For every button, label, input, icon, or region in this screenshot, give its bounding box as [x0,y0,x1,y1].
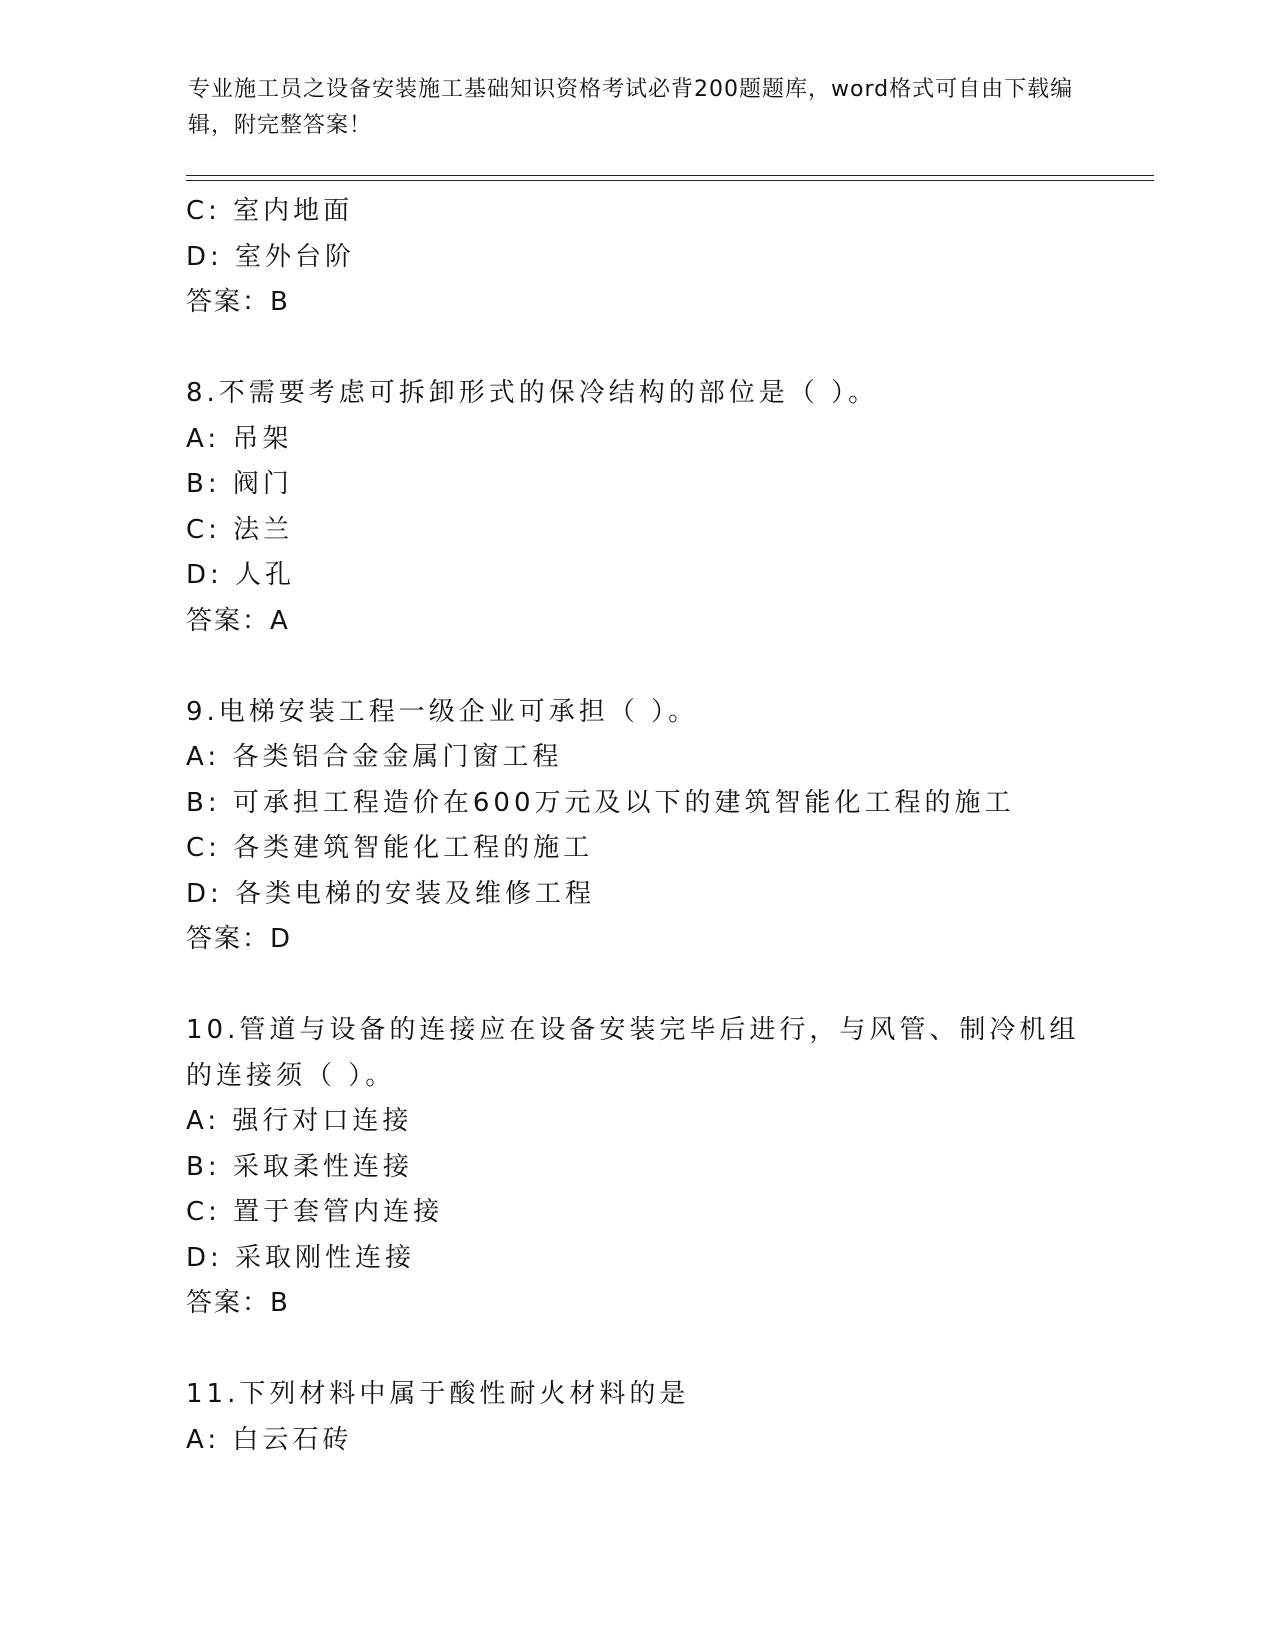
answer-line: 答案：D [186,924,293,954]
spacer [186,644,1146,690]
header-rule-bottom [186,180,1154,181]
question-block-7-remainder [186,189,1146,326]
question-stem: 9.电梯安装工程一级企业可承担（ ）。 [186,696,699,727]
option-a: A: 吊架 [186,423,293,454]
spacer [186,1327,1146,1373]
option-d: D: 采取刚性连接 [186,1242,416,1273]
spacer [186,326,1146,372]
header-rule-top [186,175,1154,176]
question-block-11 [186,1372,1146,1463]
spacer [186,963,1146,1009]
option-c: C: 法兰 [186,514,294,545]
option-b: B: 阀门 [186,469,293,499]
option-c: C: 各类建筑智能化工程的施工 [186,833,594,863]
option-d: D: 各类电梯的安装及维修工程 [186,878,596,909]
option-a: A: 各类铝合金金属门窗工程 [186,742,563,772]
question-stem: 11.下列材料中属于酸性耐火材料的是 [186,1379,690,1409]
option-c: C: 置于套管内连接 [186,1197,444,1227]
option-b: B: 采取柔性连接 [186,1151,413,1182]
question-list [186,189,1146,1463]
answer-line: 答案：B [186,287,290,317]
option-b: B: 可承担工程造价在600万元及以下的建筑智能化工程的施工 [186,787,1015,818]
question-stem: 8.不需要考虑可拆卸形式的保冷结构的部位是（ ）。 [186,378,879,408]
option-a: A: 强行对口连接 [186,1106,413,1136]
question-block-10 [186,1008,1146,1327]
question-stem: 10.管道与设备的连接应在设备安装完毕后进行，与风管、制冷机组的连接须（ ）。 [186,1015,1080,1091]
option-d: D: 室外台阶 [186,241,356,272]
option-a: A: 白云石砖 [186,1424,353,1455]
answer-line: 答案：B [186,1288,290,1318]
question-block-9 [186,690,1146,963]
option-c: C: 室内地面 [186,196,354,226]
document-header [188,72,1088,144]
document-title: 专业施工员之设备安装施工基础知识资格考试必背200题题库，word格式可自由下载编辑，附完整答案！ [188,77,1074,138]
question-block-8 [186,371,1146,644]
option-d: D: 人孔 [186,560,296,590]
answer-line: 答案：A [186,605,290,636]
